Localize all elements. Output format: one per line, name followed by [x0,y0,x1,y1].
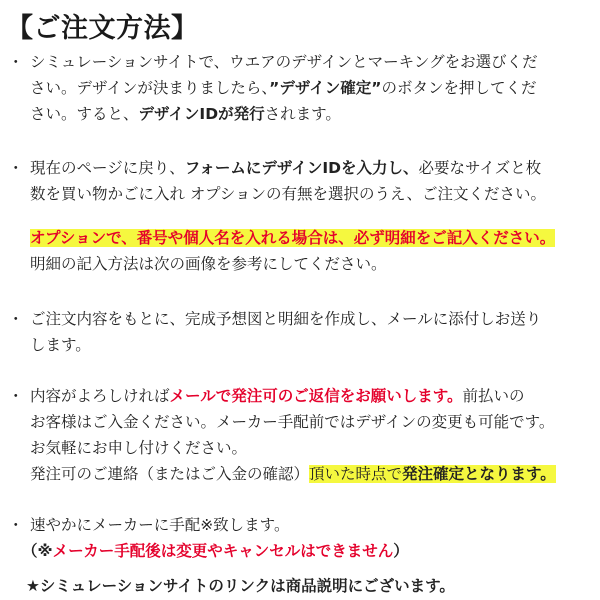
step-1-line-1: シミュレーションサイトで、ウエアのデザインとマーキングをお選びくだ [30,53,538,71]
step-1-line-3c: されます。 [264,105,341,123]
step-4-line-1c: 前払いの [462,387,525,405]
option-details-notice: オプションで、番号や個人名を入れる場合は、必ず明細をご記入ください。 [30,229,556,247]
no-changes-after-order-notice: メーカー手配後は変更やキャンセルはできません [52,542,394,560]
step-4-line-2: お客様はご入金ください。メーカー手配前ではデザインの変更も可能です。 [30,413,555,431]
step-1-line-2c: のボタンを押してくだ [381,79,537,97]
bullet: ・ [8,387,24,405]
order-confirmed-notice: 発注確定となります。 [402,465,556,483]
step-1 [8,49,596,127]
step-4-line-1a: 内容がよろしければ [30,387,170,405]
bullet: ・ [8,53,24,71]
step-3-line-2: します。 [30,336,91,354]
step-1-line-3a: さい。すると、 [30,105,139,123]
step-3 [8,306,596,358]
enter-design-id-instruction: フォームにデザインIDを入力し、 [184,159,419,177]
design-confirm-label: ”デザイン確定” [269,79,382,97]
bullet: ・ [8,516,24,534]
step-1-line-2a: さい。デザインが決まりましたら、 [30,79,270,97]
step-2-line-2: 数を買い物かごに入れ オプションの有無を選択のうえ、ご注文ください。 [30,185,546,203]
timing-highlight: 頂いた時点で [309,465,403,483]
paren-open: （※ [22,542,53,560]
design-id-issued: デザインIDが発行 [138,105,265,123]
bullet: ・ [8,159,24,177]
reply-order-ok-notice: メールで発注可のご返信をお願いします。 [169,387,463,405]
step-4 [8,383,596,487]
paren-close: ） [393,542,409,560]
step-4-line-4a: 発注可のご連絡（またはご入金の確認） [30,465,310,483]
bullet: ・ [8,310,24,328]
step-2 [8,155,596,277]
step-4-line-3: お気軽にお申し付けください。 [30,439,248,457]
step-3-line-1: ご注文内容をもとに、完成予想図と明細を作成し、メールに添付しお送り [30,310,542,328]
page-title: 【ご注文方法】 [6,13,199,44]
step-2-line-1c: 必要なサイズと枚 [418,159,542,177]
option-details-highlight [30,229,555,247]
step-2-line-1a: 現在のページに戻り、 [30,159,185,177]
step-5 [8,512,596,564]
step-2-line-4: 明細の記入方法は次の画像を参考にしてください。 [30,255,387,273]
simulation-link-note: ★シミュレーションサイトのリンクは商品説明にございます。 [26,577,455,595]
step-5-line-1: 速やかにメーカーに手配※致します。 [30,516,290,534]
